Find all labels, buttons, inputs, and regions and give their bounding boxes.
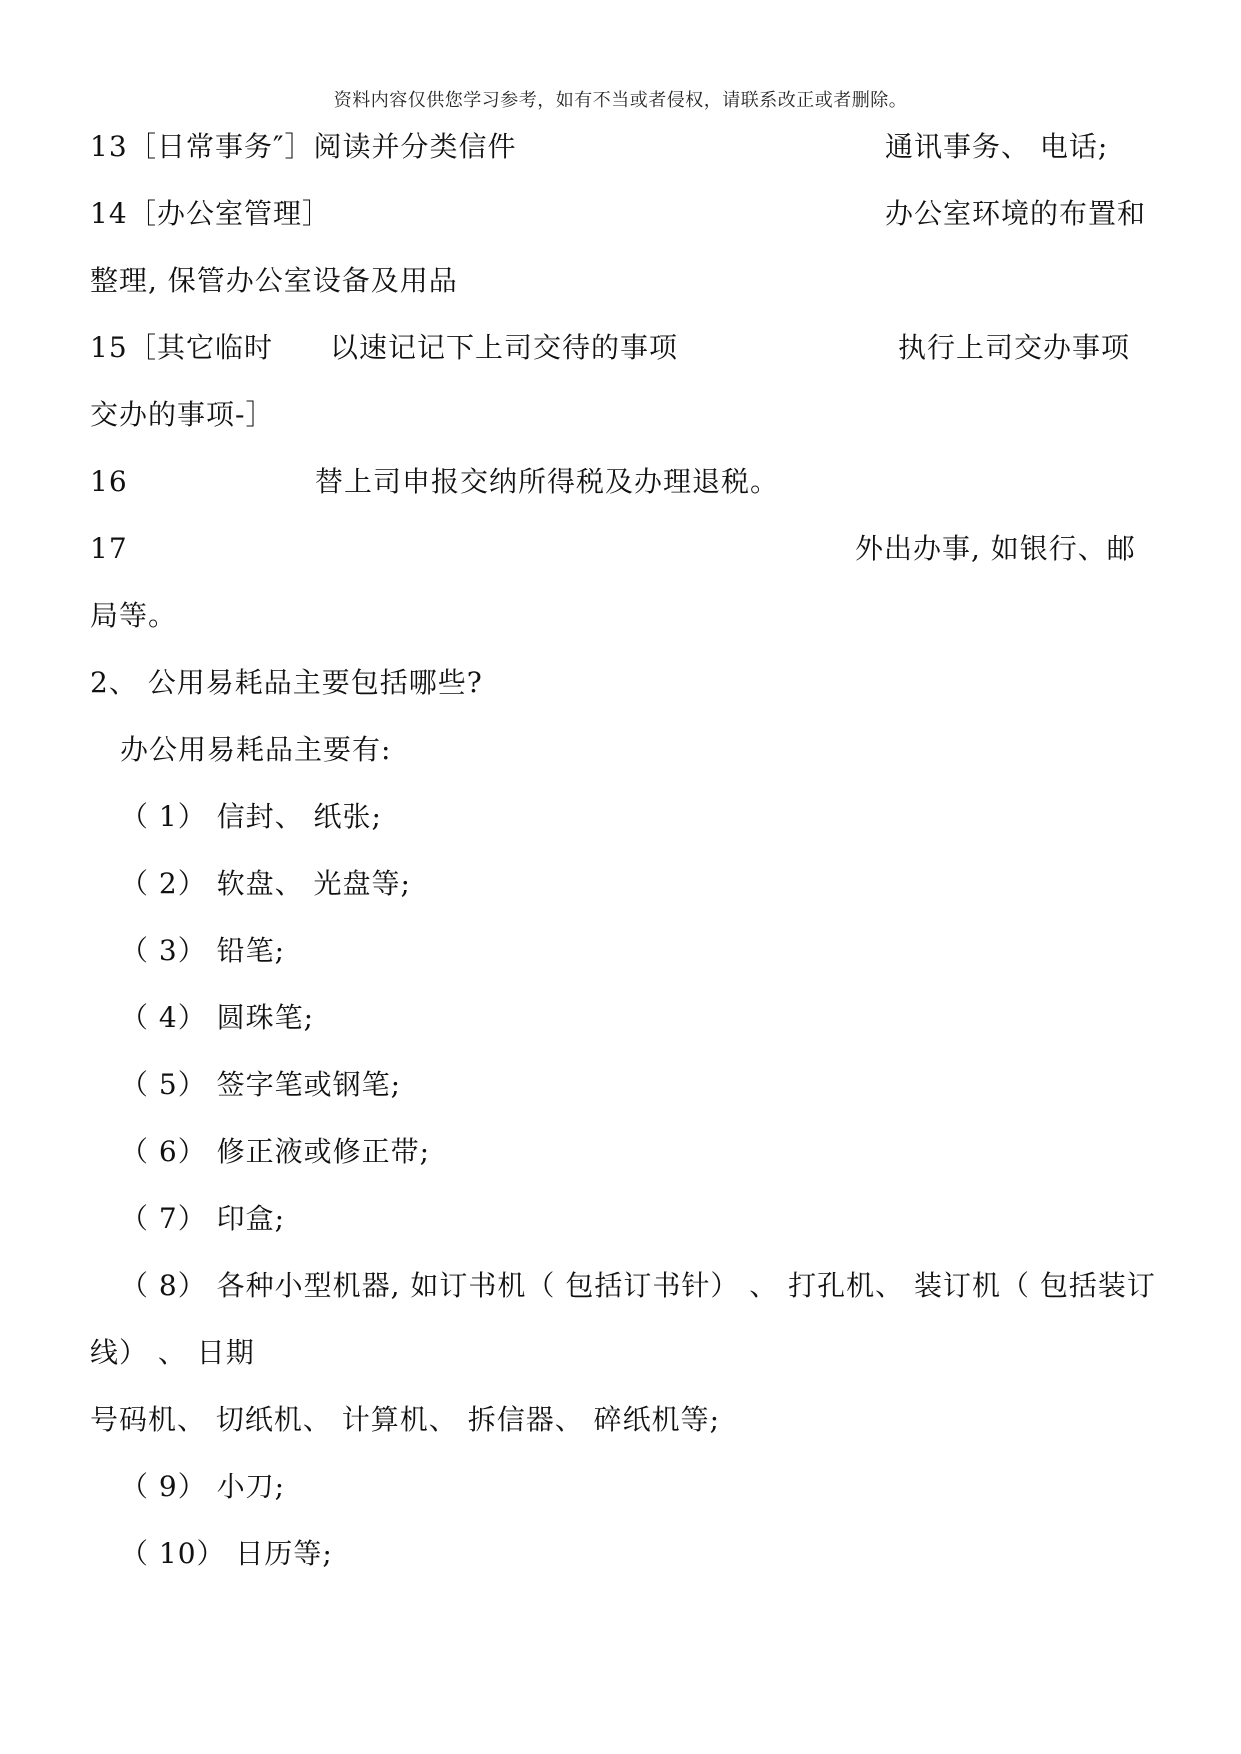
list-item: （ 10） 日历等; [120,1537,333,1570]
duty-number: 15 [90,331,128,364]
copyright-notice: 资料内容仅供您学习参考，如有不当或者侵权，请联系改正或者删除。 [333,90,908,111]
list-item: （ 3） 铅笔; [120,934,286,967]
duty-number: 14 [90,197,128,230]
list-item: （ 6） 修正液或修正带; [120,1135,431,1168]
list-item-continuation: 号码机、 切纸机、 计算机、 拆信器、 碎纸机等; [90,1403,721,1436]
duty-task: 以速记记下上司交待的事项 [330,331,679,364]
duty-category: ［办公室管理］ [128,197,332,230]
duty-detail: 外出办事, 如银行、邮 [855,532,1136,565]
duty-detail: 通讯事务、 电话; [885,130,1109,163]
duty-continuation: 整理, 保管办公室设备及用品 [90,264,458,297]
duty-number: 17 [90,532,128,565]
list-item: （ 5） 签字笔或钢笔; [120,1068,402,1101]
duty-detail: 执行上司交办事项 [898,331,1131,364]
duty-number: 13 [90,130,128,163]
question-title: 2、 公用易耗品主要包括哪些? [90,666,483,699]
list-item: （ 4） 圆珠笔; [120,1001,315,1034]
list-item: （ 1） 信封、 纸张; [120,800,382,833]
list-item: （ 8） 各种小型机器, 如订书机（ 包括订书针） 、 打孔机、 装订机（ 包括装订 [120,1269,1156,1302]
duty-category: ［日常事务″］阅读并分类信件 [128,130,517,163]
list-item: （ 2） 软盘、 光盘等; [120,867,411,900]
duty-number: 16 [90,465,128,498]
question-intro: 办公用易耗品主要有: [120,733,392,766]
duty-category: ［其它临时 [128,331,274,364]
list-item: （ 9） 小刀; [120,1470,286,1503]
duty-continuation: 交办的事项-］ [90,398,275,431]
duty-task: 替上司申报交纳所得税及办理退税。 [315,465,780,498]
list-item-continuation: 线） 、 日期 [90,1336,255,1369]
duty-continuation: 局等。 [90,599,178,632]
list-item: （ 7） 印盒; [120,1202,286,1235]
duty-detail: 办公室环境的布置和 [885,197,1147,230]
